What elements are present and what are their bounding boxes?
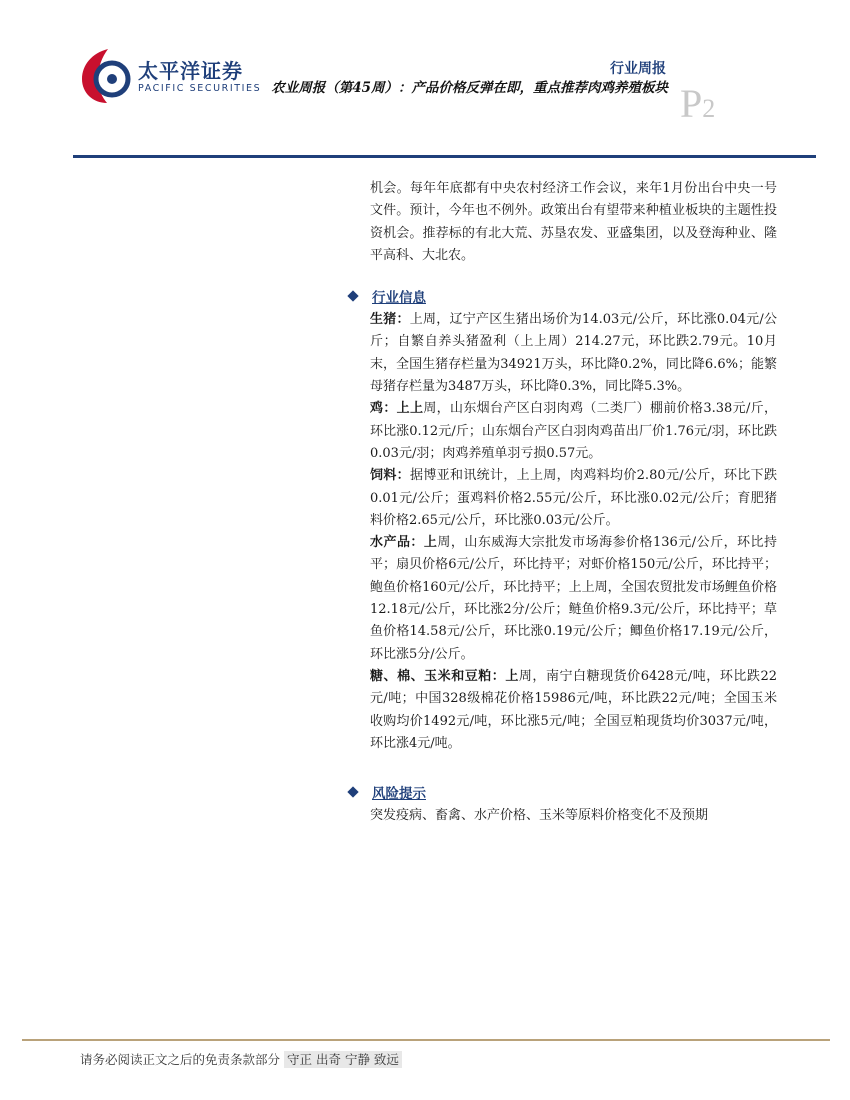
page-number-value: 2 [702, 94, 716, 123]
logo-chinese-name: 太平洋证券 [138, 59, 243, 83]
item-label: 生猪： [370, 312, 410, 328]
item-label: 糖、棉、玉米和豆粕：上 [370, 668, 519, 684]
item-label: 鸡：上上 [370, 401, 424, 417]
diamond-bullet-icon [347, 291, 358, 302]
item-text: 周，山东烟台产区白羽肉鸡（二类厂）棚前价格3.38元/斤，环比涨0.12元/斤；山东烟台产区白羽肉鸡苗出厂价1.76元/羽，环比跌0.03元/羽；肉鸡养殖单羽亏损0.57元。 [370, 401, 777, 461]
info-item-commodities [370, 666, 777, 755]
info-item-chicken [370, 398, 777, 465]
info-item-hog [370, 309, 777, 398]
footer-disclaimer: 请务必阅读正文之后的免责条款部分 [80, 1052, 281, 1067]
company-logo [80, 45, 262, 107]
item-label: 水产品：上 [370, 535, 438, 551]
main-content [347, 178, 777, 827]
logo-english-name: PACIFIC SECURITIES [138, 83, 262, 94]
header-divider [73, 155, 816, 158]
item-text: 据博亚和讯统计，上上周，肉鸡料均价2.80元/公斤，环比下跌0.01元/公斤；蛋鸡料价格2.55元/公斤，环比涨0.02元/公斤；育肥猪料价格2.65元/公斤，环比涨0.03元/公斤。 [370, 468, 777, 528]
page-prefix: P [680, 81, 703, 126]
risk-heading [347, 781, 777, 803]
item-text: 周，南宁白糖现货价6428元/吨，环比跌22元/吨；中国328级棉花价格15986元/吨，环比跌22元/吨；全国玉米收购均价1492元/吨，环比涨5元/吨；全国豆粕现货均价3037元/吨，环比涨4元/吨。 [370, 668, 777, 751]
section-title-risk: 风险提示 [372, 786, 426, 803]
section-title-industry-info: 行业信息 [372, 290, 426, 307]
report-type: 行业周报 [610, 61, 666, 77]
item-text: 周，山东威海大宗批发市场海参价格136元/公斤，环比持平；扇贝价格6元/公斤，环比持平；对虾价格150元/公斤，环比持平；鲍鱼价格160元/公斤，环比持平；上上周，全国农贸批发市场鲤鱼价格12.18元/公斤，环比涨2分/公斤；鲢鱼价格9.3元/公斤，环比持平；草鱼价格14.58元/公斤，环比涨0.19元/公斤；鲫鱼价格17.19元/公斤，环比涨5分/公斤。 [370, 535, 777, 662]
info-item-aquatic [370, 532, 777, 666]
footer [80, 1050, 402, 1068]
industry-info-heading [347, 285, 777, 307]
item-text: 上周，辽宁产区生猪出场价为14.03元/公斤，环比涨0.04元/公斤；自繁自养头猪盈利（上上周）214.27元，环比跌2.79元。10月末，全国生猪存栏量为34921万头，环比降0.2%，同比降6.6%；能繁母猪存栏量为3487万头，环比降0.3%，同比降5.3%。 [370, 312, 777, 395]
footer-motto: 守正 出奇 宁静 致远 [284, 1051, 402, 1068]
item-label: 饲料： [370, 468, 410, 484]
logo-emblem-icon [80, 45, 134, 107]
diamond-bullet-icon [347, 786, 358, 797]
report-title: 农业周报（第45周）：产品价格反弹在即，重点推荐肉鸡养殖板块 [271, 80, 668, 96]
intro-paragraph: 机会。每年年底都有中央农村经济工作会议，来年1月份出台中央一号文件。预计，今年也不例外。政策出台有望带来种植业板块的主题性投资机会。推荐标的有北大荒、苏垦农发、亚盛集团，以及登海种业、隆平高科、大北农。 [370, 181, 777, 263]
footer-divider [22, 1039, 830, 1041]
risk-text: 突发疫病、畜禽、水产价格、玉米等原料价格变化不及预期 [370, 808, 709, 824]
page-number [680, 80, 715, 127]
info-item-feed [370, 465, 777, 532]
